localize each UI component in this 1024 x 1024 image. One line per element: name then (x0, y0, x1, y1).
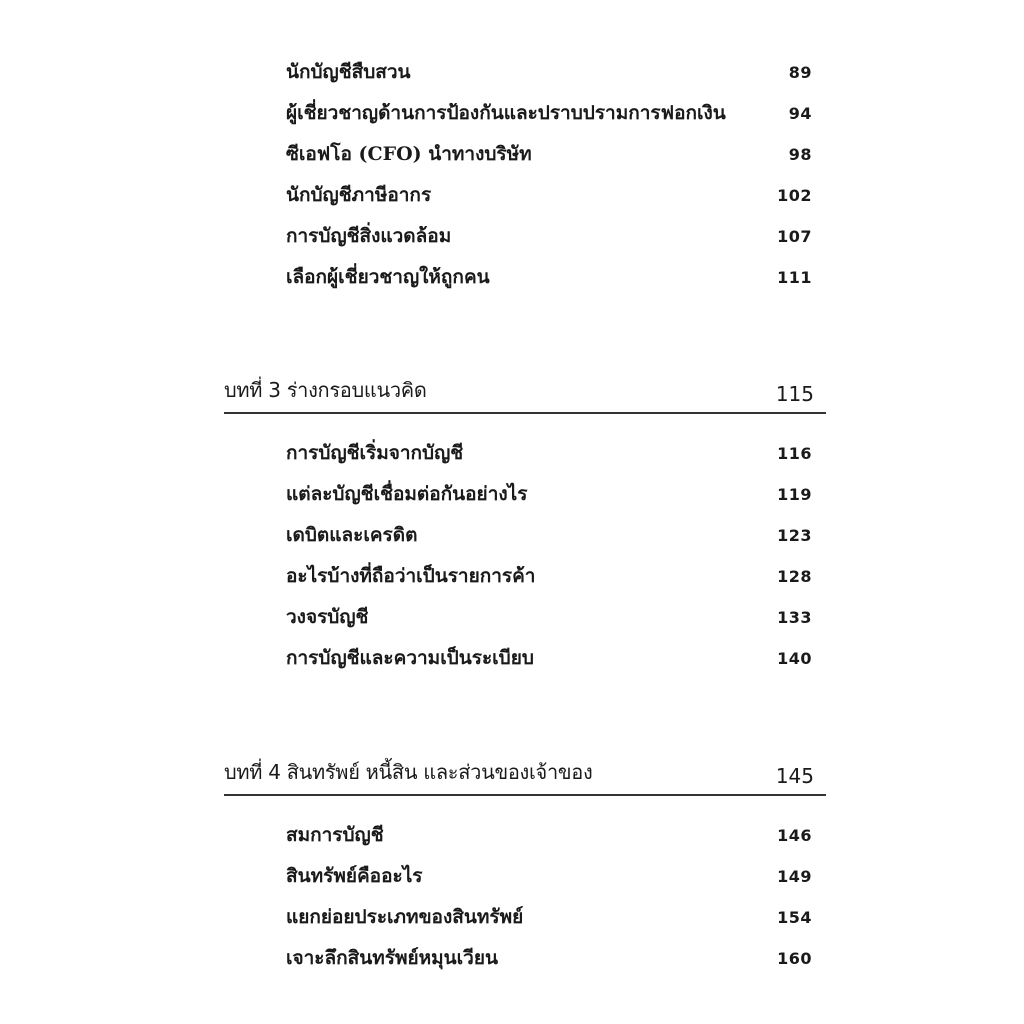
toc-entry-page: 107 (777, 226, 812, 246)
toc-entry[interactable] (286, 218, 812, 254)
toc-entry-page: 94 (788, 103, 812, 123)
toc-entry[interactable] (286, 95, 812, 131)
toc-entry[interactable] (286, 136, 812, 172)
toc-entry-page: 140 (777, 648, 812, 668)
toc-entry[interactable] (286, 259, 812, 295)
toc-entry[interactable] (286, 54, 812, 90)
toc-entry-title: ผู้เชี่ยวชาญด้านการป้องกันและปราบปรามการฟอกเงิน (286, 102, 726, 124)
toc-entry-title: นักบัญชีสืบสวน (286, 61, 411, 83)
toc-entry-title: แยกย่อยประเภทของสินทรัพย์ (286, 906, 524, 928)
toc-entry-title: แต่ละบัญชีเชื่อมต่อกันอย่างไร (286, 483, 528, 505)
toc-entry-title: อะไรบ้างที่ถือว่าเป็นรายการค้า (286, 565, 536, 587)
toc-entry[interactable] (286, 640, 812, 676)
toc-entry[interactable] (286, 858, 812, 894)
chapter-title: บทที่ 3 ร่างกรอบแนวคิด (224, 378, 427, 402)
toc-entry-title: วงจรบัญชี (286, 606, 369, 628)
toc-entry-page: 146 (777, 825, 812, 845)
chapter-title: บทที่ 4 สินทรัพย์ หนี้สิน และส่วนของเจ้าของ (224, 760, 593, 784)
toc-entry[interactable] (286, 558, 812, 594)
toc-entry-page: 111 (777, 267, 812, 287)
toc-entry-page: 119 (777, 484, 812, 504)
toc-entry-title: การบัญชีสิ่งแวดล้อม (286, 225, 452, 247)
toc-entry-title: เจาะลึกสินทรัพย์หมุนเวียน (286, 947, 498, 969)
toc-entry[interactable] (286, 435, 812, 471)
toc-entry-title: สมการบัญชี (286, 824, 384, 846)
toc-entry[interactable] (286, 940, 812, 976)
chapter-heading-4[interactable] (224, 754, 826, 796)
toc-entry-page: 98 (788, 144, 812, 164)
toc-entry-page: 154 (777, 907, 812, 927)
toc-entry[interactable] (286, 476, 812, 512)
toc-entry-title: นักบัญชีภาษีอากร (286, 184, 432, 206)
toc-entry-page: 123 (777, 525, 812, 545)
toc-entry-page: 116 (777, 443, 812, 463)
toc-entry[interactable] (286, 599, 812, 635)
toc-entry-title: เดบิตและเครดิต (286, 524, 418, 546)
toc-entry-title: การบัญชีเริ่มจากบัญชี (286, 442, 464, 464)
toc-entry[interactable] (286, 899, 812, 935)
chapter-page: 145 (775, 764, 814, 788)
chapter-heading-3[interactable] (224, 372, 826, 414)
toc-entry[interactable] (286, 517, 812, 553)
toc-entry-title: การบัญชีและความเป็นระเบียบ (286, 647, 534, 669)
toc-entry-title: สินทรัพย์คืออะไร (286, 865, 423, 887)
toc-entry-title: ซีเอฟโอ (CFO) นำทางบริษัท (286, 143, 532, 165)
toc-entry-page: 128 (777, 566, 812, 586)
chapter-page: 115 (775, 382, 814, 406)
toc-entry-page: 133 (777, 607, 812, 627)
toc-entry[interactable] (286, 177, 812, 213)
toc-entry-page: 160 (777, 948, 812, 968)
toc-entry[interactable] (286, 817, 812, 853)
toc-entry-page: 89 (788, 62, 812, 82)
toc-entry-page: 149 (777, 866, 812, 886)
toc-entry-title: เลือกผู้เชี่ยวชาญให้ถูกคน (286, 266, 490, 288)
toc-entry-page: 102 (777, 185, 812, 205)
